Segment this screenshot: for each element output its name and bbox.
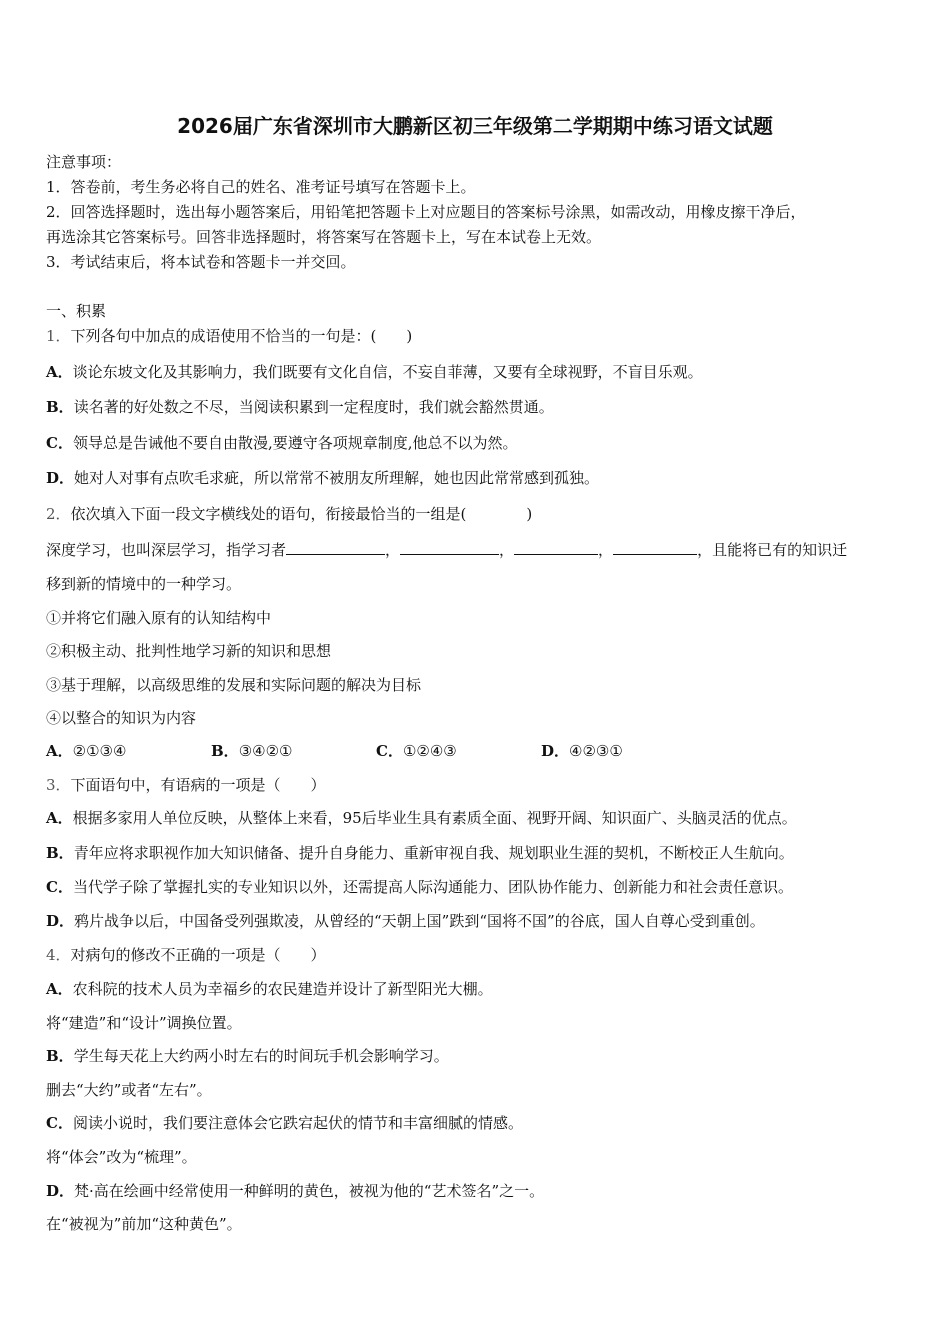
q2-option-c (376, 741, 541, 761)
option-text: ③④②① (238, 742, 293, 760)
option-text: 领导总是告诫他不要自由散漫,要遵守各项规章制度,他总不以为然。 (72, 434, 518, 452)
option-text: 当代学子除了掌握扎实的专业知识以外，还需提高人际沟通能力、团队协作能力、创新能力和社会责任意识。 (72, 878, 793, 896)
option-text: 青年应将求职视作加大知识储备、提升自身能力、重新审视自我、规划职业生涯的契机，不断校正人生航向。 (73, 844, 794, 862)
option-text: 学生每天花上大约两小时左右的时间玩手机会影响学习。 (73, 1047, 449, 1065)
option-text: 她对人对事有点吹毛求疵，所以常常不被朋友所理解，她也因此常常感到孤独。 (74, 469, 600, 487)
option-text: ①②④③ (402, 742, 457, 760)
option-text: 农科院的技术人员为幸福乡的农民建造并设计了新型阳光大棚。 (72, 980, 493, 998)
q4-option-a (46, 979, 904, 999)
q2-paragraph-line-1 (46, 538, 904, 560)
notice-item-2b: 再选涂其它答案标号。回答非选择题时，将答案写在答题卡上，写在本试卷上无效。 (46, 228, 602, 246)
question-1-stem (46, 326, 904, 346)
q4-option-c (46, 1113, 904, 1133)
notice-item-1: 1．答卷前，考生务必将自己的姓名、准考证号填写在答题卡上。 (46, 178, 476, 196)
q2-sentence-2: ②积极主动、批判性地学习新的知识和思想 (46, 642, 332, 660)
section-heading: 一、积累 (46, 302, 107, 320)
option-label: A． (46, 809, 73, 827)
option-text: 读名著的好处数之不尽，当阅读积累到一定程度时，我们就会豁然贯通。 (73, 398, 554, 416)
q2-sentence-4: ④以整合的知识为内容 (46, 709, 197, 727)
question-text: 对病句的修改不正确的一项是（ ） (70, 946, 326, 964)
q4-option-d (46, 1181, 904, 1201)
question-number: 4． (46, 946, 71, 964)
option-text: ②①③④ (72, 742, 127, 760)
blank-4[interactable] (613, 538, 697, 555)
question-text: 依次填入下面一段文字横线处的语句，衔接最恰当的一组是( ) (70, 505, 533, 523)
question-3-stem (46, 775, 904, 795)
option-label: C． (46, 434, 73, 452)
option-text: ④②③① (569, 742, 623, 760)
notice-heading: 注意事项： (46, 153, 122, 171)
blank-1[interactable] (286, 538, 385, 555)
option-label: A． (46, 980, 73, 998)
question-number: 1． (46, 327, 71, 345)
option-label: A． (46, 363, 73, 381)
question-4-stem (46, 945, 904, 965)
q1-option-a (46, 362, 904, 382)
notice-item-3: 3．考试结束后，将本试卷和答题卡一并交回。 (46, 253, 356, 271)
q2-option-b (211, 741, 376, 761)
option-label: C． (376, 742, 403, 760)
q1-option-b (46, 397, 904, 417)
option-label: D． (46, 469, 75, 487)
option-text: 谈论东坡文化及其影响力，我们既要有文化自信，不妄自菲薄，又要有全球视野，不盲目乐观。 (72, 363, 703, 381)
q1-option-c (46, 433, 904, 453)
option-label: A． (46, 742, 73, 760)
question-text: 下列各句中加点的成语使用不恰当的一句是：( ) (70, 327, 413, 345)
notice-item-2a: 2．回答选择题时，选出每小题答案后，用铅笔把答题卡上对应题目的答案标号涂黑，如需改动，用橡皮擦干净后， (46, 203, 806, 221)
q4-option-b-fix: 删去“大约”或者“左右”。 (46, 1081, 212, 1099)
option-text: 阅读小说时，我们要注意体会它跌宕起伏的情节和丰富细腻的情感。 (72, 1114, 523, 1132)
q4-option-c-fix: 将“体会”改为“梳理”。 (46, 1148, 197, 1166)
q2-options (46, 741, 904, 761)
question-text: 下面语句中，有语病的一项是（ ） (70, 776, 326, 794)
q2-sentence-1: ①并将它们融入原有的认知结构中 (46, 609, 272, 627)
option-label: C． (46, 878, 73, 896)
q4-option-d-fix: 在“被视为”前加“这种黄色”。 (46, 1215, 242, 1233)
option-label: C． (46, 1114, 73, 1132)
option-label: D． (46, 1182, 75, 1200)
option-text: 梵·高在绘画中经常使用一种鲜明的黄色，被视为他的“艺术签名”之一。 (74, 1182, 545, 1200)
q1-option-d (46, 468, 904, 488)
option-label: B． (211, 742, 239, 760)
blank-2[interactable] (400, 538, 499, 555)
option-label: D． (46, 912, 75, 930)
q2-option-d (541, 741, 706, 761)
comma: ， (499, 541, 515, 559)
q3-option-d (46, 911, 904, 931)
option-label: B． (46, 1047, 74, 1065)
option-text: 根据多家用人单位反映，从整体上来看，95后毕业生具有素质全面、视野开阔、知识面广、头脑灵活的优点。 (72, 809, 797, 827)
q3-option-c (46, 877, 904, 897)
option-label: B． (46, 398, 74, 416)
q3-option-b (46, 843, 904, 863)
comma: ， (598, 541, 614, 559)
comma: ， (385, 541, 401, 559)
option-label: B． (46, 844, 74, 862)
question-number: 3． (46, 776, 71, 794)
q4-option-b (46, 1046, 904, 1066)
q2-option-a (46, 741, 211, 761)
q2-sentence-3: ③基于理解，以高级思维的发展和实际问题的解决为目标 (46, 676, 422, 694)
paragraph-end: ，且能将已有的知识迁 (697, 541, 848, 559)
q4-option-a-fix: 将“建造”和“设计”调换位置。 (46, 1014, 242, 1032)
q3-option-a (46, 808, 904, 828)
q2-paragraph-line-2: 移到新的情境中的一种学习。 (46, 575, 242, 593)
blank-3[interactable] (514, 538, 598, 555)
option-text: 鸦片战争以后，中国备受列强欺凌，从曾经的“天朝上国”跌到“国将不国”的谷底，国人自尊心受到重创。 (74, 912, 765, 930)
question-2-stem (46, 504, 904, 524)
question-number: 2． (46, 505, 71, 523)
paragraph-start: 深度学习，也叫深层学习，指学习者 (46, 541, 287, 559)
option-label: D． (541, 742, 570, 760)
page-title: 2026届广东省深圳市大鹏新区初三年级第二学期期中练习语文试题 (177, 114, 773, 138)
